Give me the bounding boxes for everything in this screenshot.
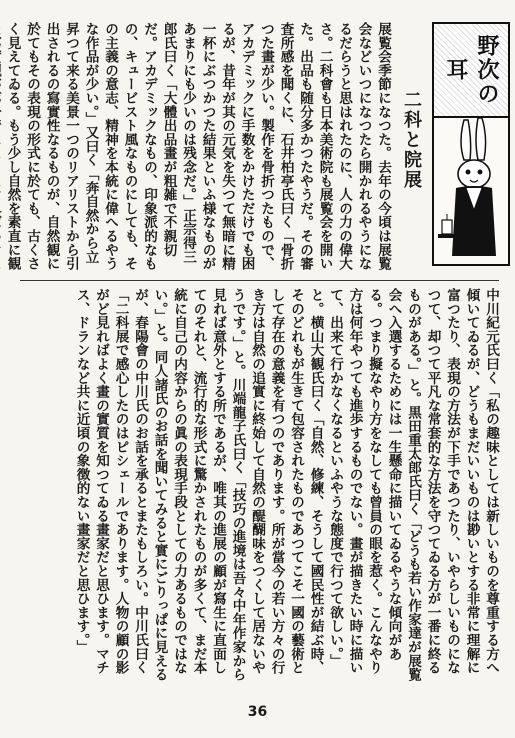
rabbit-illustration — [434, 116, 508, 264]
column-header-illustration — [432, 22, 510, 266]
column-title-box — [434, 24, 508, 118]
top-section-text: 展覧会季節になつた。去年の今頃は展覧会などいつになつたら開かれるやうになるだらうと思はれたのに、人の力の偉大さ。二科會も日本美術院も展覧会を開いた。出品も随分多かつたやうだ。その審査所感を聞くに、石井柏亭氏曰く「骨折つた畫が少い。製作を骨折つたもので、アカデミックに手数をかけただけでも困るが、昔年が其の元気を失つて無暗に精一杯にぶつかつた結果といふ様なものがあまりにも少いのは残念だ。」正宗得三郎氏曰く「大體出品畫が粗雑で不親切だ。アカデミックなもの、印象派的なもの、キュービスト風なものにしても、その主義の意志、精神を本統に偉へるやうな作品が少い。」又曰く「奔自然から立昇つて来る美景一つのリアリストから引出されるの寫實性なるものが、自然観に於てもその表現の形式に於ても、古くさく見えてゐる。もう少し自然を素直に観 — [4, 22, 391, 271]
article-title: 二科と院展 — [401, 90, 422, 190]
bottom-section-text: 中川紀元氏曰く「私の趣味としては新しいものを尊重する方へ傾いてゐるが、どうもまだいいものは尠いとする非常に理解に富つたり、表現の方法が下手であつたり、いやらしいものになつて、却つて平凡な常套的な方法を守つてゐる方が一番に終るものがある。」と。黒田重太郎氏曰く「どうも若い作家達が展覧会へ入選するためには一生懸命に描いてゐるやうな傾向がある。つまり擬なやり方をなしても曾員の眼を惹く。こんなやり方は何年やつても進歩するものでない。畫が描きたい時に描いて、出来て行かなくなるといふやうな態度で行つて欲しい。」と。横山大観氏曰く「自然、修練、そうして國民性が結ぶ時、そのどれもが生きて包容されたものであつてこそ一國の藝術として存在の意義を有つのであります。所が當今の若い方々の行き方は自然の追實に終始して自然の醍醐味をつくして居ないやうです。」と。川端龍子氏曰く「技巧の進境は吾々中年作家から見れば意外とする所であるが、唯其の進展の顧が寫生に直面してのそれと、流行的な形式に驚かされたものが多くて、まだ本統に自己の内容からの眞の表現手段としての力あるものではない。」と。同人諸氏のお話を聞いてみると實にごりっぱに見えるが、春陽會の中川氏のお話を承るとまたもしろい。中川氏曰く「二科展で感心したのはピシェールであります。人物の顧の影がど見ればよく畫の實質を知つてゐる畫家だと思ひます。マチス、ドランなど共に近頃の象徴的ない畫家だと思ひます。」 — [73, 288, 499, 682]
column-title: 野次の耳 — [443, 34, 499, 106]
page-number: 36 — [247, 704, 268, 720]
section-divider — [20, 280, 499, 281]
